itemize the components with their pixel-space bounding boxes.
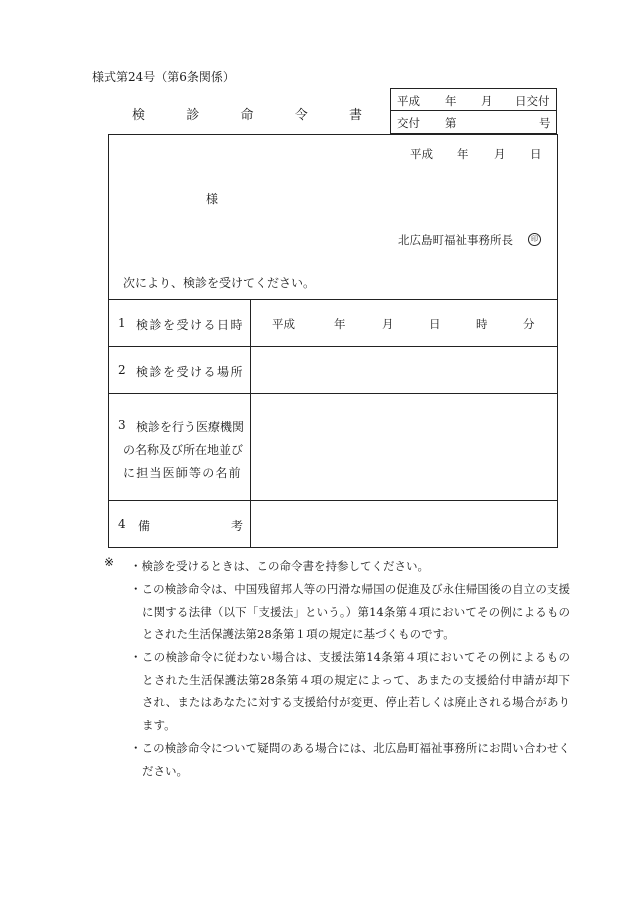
receipt-number-row (391, 111, 556, 133)
receipt-day-issued: 日交付 (515, 94, 550, 108)
divider (109, 299, 557, 300)
document-title (132, 104, 362, 123)
row-label-remarks-a: 備 (138, 519, 151, 533)
title-char: 検 (132, 108, 146, 123)
notes-mark: ※ (104, 555, 115, 569)
receipt-issued: 交付 (397, 116, 420, 130)
datetime-month: 月 (382, 317, 394, 331)
receipt-year: 年 (445, 94, 457, 108)
row-label-clinic-line: の名称及び所在地並び (123, 443, 244, 457)
row-label-place: 検診を受ける場所 (136, 365, 245, 379)
divider (109, 346, 557, 347)
receipt-number-prefix: 第 (445, 116, 457, 130)
title-char: 書 (348, 108, 362, 123)
title-char: 令 (294, 108, 308, 123)
receipt-era: 平成 (397, 94, 420, 108)
note-item: ・この検診命令に従わない場合は、支援法第14条第４項においてその例によるものとされた生活保護法第28条第４項の規定によって、あまたの支援給付申請が却下され、またはあなたに対する支援給付が変更、停止若しくは廃止される場合があります。 (130, 650, 570, 732)
issuer-name: 北広島町福祉事務所長 (398, 233, 513, 247)
instruction-text: 次により、検診を受けてください。 (123, 276, 316, 290)
row-number: 4 (118, 517, 126, 531)
row-label-clinic-line: に担当医師等の名前 (123, 466, 242, 480)
note-item: ・この検診命令は、中国残留邦人等の円滑な帰国の促進及び永住帰国後の自立の支援に関する法律（以下「支援法」という。）第14条第４項においてその例によるものとされた生活保護法第28条第１項の規定に基づくものです。 (130, 582, 570, 641)
row-label-datetime: 検診を受ける日時 (136, 318, 245, 332)
row-label-remarks-b: 考 (231, 519, 244, 533)
datetime-hour: 時 (476, 317, 488, 331)
seal-mark: 印 (528, 233, 541, 246)
form-number: 様式第24号（第6条関係） (92, 70, 235, 84)
datetime-era: 平成 (272, 317, 295, 331)
note-item: ・検診を受けるときは、この命令書を持参してください。 (130, 559, 429, 573)
divider (109, 393, 557, 394)
row-number: 2 (118, 363, 126, 377)
title-char: 命 (240, 108, 254, 123)
datetime-minute: 分 (523, 317, 535, 331)
divider (109, 500, 557, 501)
datetime-year: 年 (334, 317, 346, 331)
receipt-date-row (391, 89, 556, 111)
main-form-frame (108, 134, 558, 548)
note-item: ・この検診命令について疑問のある場合には、北広島町福祉事務所にお問い合わせください。 (130, 741, 570, 778)
row-label-clinic-line: 検診を行う医療機関 (136, 420, 245, 434)
datetime-day: 日 (429, 317, 441, 331)
row-number: 3 (118, 418, 126, 432)
receipt-box (390, 88, 557, 134)
header-era: 平成 (410, 147, 433, 161)
column-divider (250, 299, 251, 547)
header-month: 月 (494, 147, 506, 161)
title-char: 診 (186, 108, 200, 123)
receipt-number-suffix: 号 (539, 116, 551, 130)
row-number: 1 (118, 316, 126, 330)
receipt-month: 月 (481, 94, 493, 108)
addressee-suffix: 様 (206, 192, 219, 206)
header-day: 日 (530, 147, 542, 161)
header-year: 年 (457, 147, 469, 161)
